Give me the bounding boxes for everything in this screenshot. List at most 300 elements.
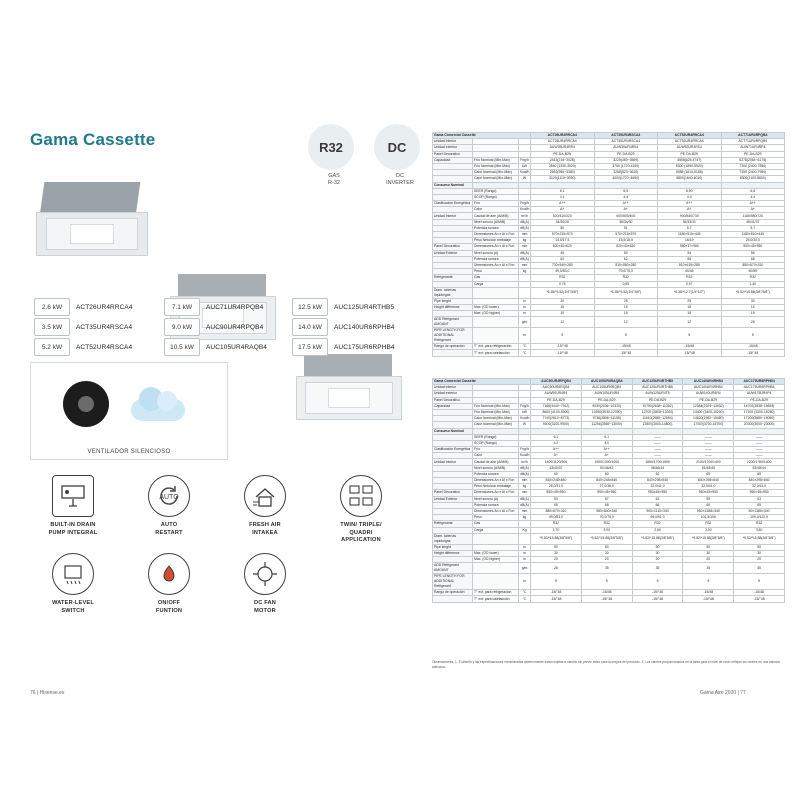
row-unit: kW [519, 409, 531, 415]
table-cell: 45/41/37 [721, 219, 785, 225]
table-cell: 25,0/30,0 [721, 238, 785, 244]
table-cell: AUW52UR4RS4 [658, 145, 722, 151]
row-label-secondary: T° ext. para calefacción [473, 350, 519, 356]
row-unit: m³/h [519, 213, 531, 219]
table-cell: -15/48 [683, 590, 734, 596]
table-cell: -15/°48 [658, 350, 722, 356]
table-cell: 950×45×950 [683, 490, 734, 496]
table-cell: 4,1 [531, 194, 595, 200]
feature-fresh-air [222, 475, 308, 537]
feature-label: DC FAN MOTOR [253, 600, 277, 614]
table-note: Observaciones: 1. El diseño y las especificaciones mencionadas anteriormente están sujetas a cambio sin previo aviso para la mejora del producto. 2. Los valores proporcionados en la tabla para el nivel de ruido reflejan los niveles en una cámara anecoica. [432, 660, 780, 669]
row-label-secondary: Potencia sonora [473, 256, 519, 262]
table-cell: -15/48 [734, 590, 785, 596]
dc-fan-motor-icon [244, 553, 286, 595]
table-cell: 51 [594, 225, 658, 231]
spec-table [432, 132, 785, 357]
table-cell: 48 [531, 250, 595, 256]
table-cell: PE-DA-B29 [632, 397, 683, 403]
table-cell: 950×45×950 [721, 244, 785, 250]
row-unit [519, 533, 531, 544]
table-cell: 34/30/26 [531, 219, 595, 225]
row-label-secondary: Potencia sonora [473, 225, 519, 231]
row-label-secondary: Calor Nominal (Mín-Máx) [473, 416, 519, 422]
row-label-secondary: Dimensiones An x Al x Fon [473, 478, 519, 484]
table-cell: 48/46/44 [632, 465, 683, 471]
table-cell: 9030(2036~10320) [581, 403, 632, 409]
table-cell: 840×248×840 [531, 478, 582, 484]
capacity-badge: 14.0 kW [292, 318, 328, 336]
table-cell: 16/19 [658, 238, 722, 244]
row-label-secondary [473, 533, 519, 544]
table-cell: 50 [531, 225, 595, 231]
table-cell: —— [632, 440, 683, 446]
row-label-primary: Clasificación Energética [433, 447, 473, 453]
table-cell: 17100 (3300-18250) [734, 409, 785, 415]
row-label-secondary [473, 328, 519, 344]
table-cell: 14,5/17,5 [531, 238, 595, 244]
row-label-primary: Capacidad [433, 157, 473, 163]
column-header: AUC105UR4RAQB4 [581, 379, 632, 385]
list-item [292, 298, 394, 316]
table-cell: AUC125UR4RTHB5 [632, 385, 683, 391]
table-cell: ACT26UR4RRCA4 [531, 139, 595, 145]
list-item [292, 338, 395, 356]
row-label-primary: Panel Decorativo [433, 151, 473, 157]
table-cell: 1180×510×445 [721, 232, 785, 238]
row-unit: m [519, 574, 531, 590]
table-cell: 5,7 [721, 225, 785, 231]
feature-label: BUILT-IN DRAIN PUMP INTEGRAL [48, 522, 98, 536]
table-cell: 30 [632, 550, 683, 556]
table-cell: —— [683, 453, 734, 459]
column-header: AUC125UR4RTHB5 [632, 379, 683, 385]
table-cell: 70,0/75,0 [594, 269, 658, 275]
table-cell: 4,2 [531, 440, 582, 446]
table-cell: 20 [531, 557, 582, 563]
spec-table [432, 378, 785, 603]
row-unit: mm [519, 478, 531, 484]
cassette-image-1 [36, 182, 146, 268]
feature-water-level-switch [30, 553, 116, 615]
row-label-primary: Refrigerante [433, 521, 473, 527]
row-label-primary: PIPE LENGTH FOR ADDITIONAL Refrigerant [433, 328, 473, 344]
table-cell: 27,0/36,0 [581, 484, 632, 490]
row-unit: W [519, 176, 531, 182]
table-cell: 56 [721, 250, 785, 256]
table-cell: 20 [734, 557, 785, 563]
table-cell: —— [632, 434, 683, 440]
table-cell: R32 [632, 521, 683, 527]
table-cell: 62 [632, 471, 683, 477]
row-label-secondary: SCOP (Rango) [473, 194, 519, 200]
table-cell: 6,90 [658, 188, 722, 194]
row-unit: kg [519, 515, 531, 521]
svg-text:AUTO: AUTO [159, 494, 179, 501]
row-unit: m [519, 544, 531, 550]
row-label-primary: Panel Decorativo [433, 397, 473, 403]
table-cell: 50 [632, 544, 683, 550]
row-unit: dB(A) [520, 471, 529, 476]
table-cell: 2100/1700/1400 [683, 459, 734, 465]
table-cell: 12 [658, 317, 722, 328]
row-label-secondary: Max. (OD lower) [473, 304, 519, 310]
row-label-primary: Unidad interior [433, 139, 473, 145]
table-cell: 1900/1300/1000 [581, 459, 632, 465]
table-row [433, 533, 785, 544]
table-cell: PE-DA-B2N [531, 151, 595, 157]
table-cell: 10930(3030-12390) [581, 409, 632, 415]
row-unit: Frig/h [520, 447, 529, 452]
table-cell: 950×45×950 [531, 490, 582, 496]
table-cell: 49,0/53,0 [531, 269, 595, 275]
table-cell: 30 [531, 550, 582, 556]
table-cell: A+ [531, 453, 582, 459]
row-unit: Kcal/h [520, 453, 530, 458]
capacity-badge: 10.5 kW [164, 338, 200, 356]
drain-pump-icon [52, 475, 94, 517]
table-cell: 3120(1110~3930) [531, 176, 595, 182]
row-unit [519, 287, 531, 298]
row-unit: dB(A) [520, 225, 529, 230]
table-cell: A+ [581, 453, 632, 459]
table-cell: 5 [721, 328, 785, 344]
table-cell: —— [734, 440, 785, 446]
table-cell: R32 [658, 275, 722, 281]
table-cell: 840×298×840 [632, 478, 683, 484]
table-row [433, 596, 785, 602]
table-cell: R32 [581, 521, 632, 527]
feature-dc-fan-motor [222, 553, 308, 615]
table-row [433, 574, 785, 590]
table-cell: 10 [531, 311, 595, 317]
row-label-secondary: Carga [473, 281, 519, 287]
table-cell: 35 [683, 563, 734, 574]
table-cell: -15/°48 [531, 596, 582, 602]
row-unit: Frig/h [520, 403, 529, 408]
column-header: ACT35UR4RSCA4 [594, 133, 658, 139]
table-cell: AUW125UR4T5 [632, 391, 683, 397]
row-unit: Kcal/h [520, 170, 530, 175]
table-cell: R32 [721, 275, 785, 281]
table-cell: 50 [734, 544, 785, 550]
capacity-badge: 2.6 kW [34, 298, 70, 316]
table-cell: -15/°48 [531, 344, 595, 350]
table-cell: AUW35UR4RR4 [531, 145, 595, 151]
row-label-primary: Panel Decorativo [433, 490, 473, 496]
table-cell: *6.35/*12.7(1/4"1/2") [658, 287, 722, 298]
row-label-primary: Rango de operación [433, 590, 473, 596]
table-row [433, 328, 785, 344]
table-cell: 50 [531, 544, 582, 550]
row-label-primary: Unidad Exterior [433, 250, 473, 256]
table-cell: 69 [734, 502, 785, 508]
row-label-secondary: Frío Nominal (Mín-Máx) [473, 409, 519, 415]
row-label-secondary: Frío Nominal (Mín-Máx) [473, 163, 519, 169]
table-cell: PE-DA-B29 [581, 397, 632, 403]
row-unit: Kg [519, 527, 531, 533]
model-code: AUC140UR6RPHB4 [334, 323, 395, 331]
table-row [433, 350, 785, 356]
row-label-secondary: T° ext. para refrigeración [473, 344, 519, 350]
table-cell: 6,6 [721, 188, 785, 194]
row-label-primary: Height difference [433, 550, 473, 556]
table-cell: 570×215×570 [531, 232, 595, 238]
table-cell: AUW175UR4P4 [734, 391, 785, 397]
row-label-primary: Diam. tuberías líquido/gas [433, 533, 473, 544]
table-cell: 35 [734, 563, 785, 574]
table-cell: 49,0/53,0 [531, 515, 582, 521]
table-cell: 20 [581, 557, 632, 563]
row-label-primary: Unidad exterior [433, 391, 473, 397]
row-label-primary: Unidad interior [433, 385, 473, 391]
table-cell: -15/°48 [581, 596, 632, 602]
row-unit: Kcal/h [520, 207, 530, 212]
table-cell: ACT35UR4RSCA4 [594, 139, 658, 145]
table-cell: PE-DA-B29 [594, 151, 658, 157]
table-cell: 14400 (3400-16200) [683, 409, 734, 415]
model-code: ACT26UR4RRCA4 [76, 303, 133, 311]
table-cell: 840×248×840 [581, 478, 632, 484]
row-unit: °C [519, 590, 531, 596]
table-cell: 7740(2610~8773) [531, 416, 582, 422]
row-label-secondary: Caudal de aire (A/M/B) [473, 213, 519, 219]
table-cell: 32,0/41,0 [683, 484, 734, 490]
model-code: AUC105UR4RAQB4 [206, 343, 268, 351]
table-cell: 3225(480~3569) [594, 157, 658, 163]
feature-drain-pump [30, 475, 116, 537]
table-cell: 3,40 [734, 527, 785, 533]
table-cell: 4558(625-4747) [658, 157, 722, 163]
table-cell: 7390 (2400-7950) [721, 170, 785, 176]
table-cell: 35 [581, 563, 632, 574]
row-unit: m [519, 550, 531, 556]
row-label-secondary: Dimensiones An x Al x Fon [473, 244, 519, 250]
table-cell: 1,40 [721, 281, 785, 287]
table-cell: AUW140UR4R4 [683, 391, 734, 397]
row-label-secondary: Max. (OD lower) [473, 550, 519, 556]
table-cell: 4988 (1610-5168) [658, 170, 722, 176]
table-cell: 10750(2638~11352) [632, 403, 683, 409]
silent-fan-label: VENTILADOR SILENCIOSO [87, 449, 171, 455]
model-code: AUC71UR4RPQB4 [206, 303, 264, 311]
row-label-secondary: Gas [473, 521, 519, 527]
table-cell: 620×40×620 [531, 244, 595, 250]
table-cell: 5 [594, 328, 658, 344]
table-cell: 950×45×950 [734, 490, 785, 496]
table-cell: —— [734, 447, 785, 453]
row-unit: dB(A) [520, 465, 529, 470]
row-label-primary: Rango de operación [433, 344, 473, 350]
row-label-secondary: Nivel sonoro (A) [473, 250, 519, 256]
table-cell: *9.52/*15.88(3/8"5/8") [632, 533, 683, 544]
table-cell: 17000(3700-18700) [683, 422, 734, 428]
table-cell: R32 [683, 521, 734, 527]
table-cell: —— [632, 447, 683, 453]
capacity-badge: 5.2 kW [34, 338, 70, 356]
row-label-secondary: Peso Neto/con embalaje [473, 484, 519, 490]
footer-right: Gama Aire 2020 | 77 [700, 690, 746, 696]
row-label-secondary: Dimensiones An x Al x Fon [473, 508, 519, 514]
list-item [34, 318, 132, 336]
feature-on-off [126, 553, 212, 615]
table-cell: 15 [658, 304, 722, 310]
table-cell: 5800(1640-6010) [658, 176, 722, 182]
table-cell: ACT71UR4RPQB4 [721, 139, 785, 145]
table-cell: *9.52/*15.88(3/8"/5/8") [721, 287, 785, 298]
row-label-secondary [473, 574, 519, 590]
table-cell: AUC140UR4RHB4 [683, 385, 734, 391]
table-cell: AUW90UR4R4 [531, 391, 582, 397]
table-cell: 28 [721, 317, 785, 328]
row-label-secondary: Calor [473, 453, 519, 459]
table-cell: 880×670×310 [531, 508, 582, 514]
capacity-badge: 17.5 kW [292, 338, 328, 356]
row-label-primary: Unidad exterior [433, 145, 473, 151]
row-unit: mm [519, 244, 531, 250]
table-cell: 900×1110×340 [632, 508, 683, 514]
table-cell: 4,4 [658, 194, 722, 200]
column-header: ACT26UR4RRCA4 [531, 133, 595, 139]
row-label-secondary: Dimensiones An x Al x Fon [473, 262, 519, 268]
table-cell: AUW105UR4R4 [581, 391, 632, 397]
row-unit: m [519, 298, 531, 304]
table-cell: 51/48/45 [683, 465, 734, 471]
silent-fan-panel [30, 362, 228, 460]
row-unit: Frig/h [520, 201, 529, 206]
table-cell: 9000(3100-9900) [531, 422, 582, 428]
feature-auto-restart [126, 475, 212, 537]
feature-multi-application [318, 475, 404, 545]
table-cell: 65 [734, 471, 785, 477]
model-code: ACT52UR4RSCA4 [76, 343, 133, 351]
table-title: Gama Comercial Cassette [433, 379, 531, 385]
table-cell: 900/840/730 [658, 213, 722, 219]
table-cell: 62 [632, 496, 683, 502]
fan-motor-icon [63, 381, 109, 427]
row-label-secondary: SEER (Rango) [473, 188, 519, 194]
row-unit: Kcal/h [520, 416, 530, 421]
row-label-secondary: Calor [473, 207, 519, 213]
table-cell: 57 [581, 496, 632, 502]
table-cell: ACT52UR4RRCA4 [658, 139, 722, 145]
column-header: ACT52UR4RRCA4 [658, 133, 722, 139]
table-cell: 2,00 [581, 527, 632, 533]
table-cell: 5,7 [658, 225, 722, 231]
column-header: AUC175UR6RPHB4 [734, 379, 785, 385]
table-cell: 25 [658, 298, 722, 304]
row-unit: kW [519, 163, 531, 169]
table-cell: 68 [721, 256, 785, 262]
table-cell: AUC175UR6RPHB4 [734, 385, 785, 391]
table-cell: 4,4 [721, 194, 785, 200]
table-cell: 11256(3555~13000) [581, 422, 632, 428]
row-label-secondary: Max. (OD higher) [473, 557, 519, 563]
row-label-primary: Height difference [433, 304, 473, 310]
table-cell: A++ [658, 201, 722, 207]
row-unit: kg [519, 269, 531, 275]
table-cell: 2692(955~3380) [531, 170, 595, 176]
row-label-secondary: Frío Nominal (Mín-Máx) [473, 403, 519, 409]
row-label-primary: PIPE LENGTH FOR ADDITIONAL Refrigerant [433, 574, 473, 590]
table-cell: A+ [721, 207, 785, 213]
table-cell: A+ [531, 207, 595, 213]
model-code: ACT35UR4RSCA4 [76, 323, 133, 331]
cassette-image-3 [296, 354, 400, 434]
row-label-secondary: Peso [473, 515, 519, 521]
table-cell: 810×580×280 [594, 262, 658, 268]
row-label-secondary: Dimensiones An x Al x Fon [473, 232, 519, 238]
gas-r32-label: R32 [319, 139, 343, 155]
row-label-primary [433, 596, 473, 602]
dc-label: DC [387, 139, 407, 155]
row-label-primary: ADD Refrigerant AMOUNT [433, 317, 473, 328]
table-cell: 68 [581, 502, 632, 508]
table-cell: PE-DA-B29 [734, 397, 785, 403]
table-cell: 17200(3580~19060) [734, 416, 785, 422]
row-label-secondary: Peso Neto/con embalaje [473, 238, 519, 244]
table-cell: *9.52/*15.88(3/8"5/8") [683, 533, 734, 544]
row-label-secondary: SEER (Rango) [473, 434, 519, 440]
row-label-primary: Unidad Exterior [433, 496, 473, 502]
table-cell: 12 [594, 317, 658, 328]
table-cell: -15/48 [721, 344, 785, 350]
model-code: AUC125UR4RTHB5 [334, 303, 395, 311]
table-cell: 28 [531, 563, 582, 574]
table-cell: 2200/1780/1400 [734, 459, 785, 465]
table-cell: —— [683, 440, 734, 446]
model-code: AUC90UR4RPQB4 [206, 323, 264, 331]
table-cell: A++ [721, 201, 785, 207]
table-cell: 30 [581, 550, 632, 556]
row-unit: dB(A) [520, 219, 529, 224]
table-cell: R32 [531, 275, 595, 281]
row-label-secondary: Dimensiones An x Al x Fon [473, 490, 519, 496]
model-code: AUC175UR6RPHB4 [334, 343, 395, 351]
feature-label: AUTO RESTART [155, 522, 183, 536]
table-title: Gama Comercial Cassette [433, 133, 531, 139]
table-cell: —— [734, 453, 785, 459]
list-item [34, 298, 133, 316]
table-cell: -15/°48 [531, 590, 582, 596]
table-cell: -15/°48 [632, 590, 683, 596]
table-cell: 3268(523~3610) [594, 170, 658, 176]
row-label-secondary: Frío Nominal (Mín-Máx) [473, 157, 519, 163]
row-label-secondary: T° ext. para calefacción [473, 596, 519, 602]
table-cell: 7300 (2400-7850) [721, 163, 785, 169]
table-cell: R32 [594, 275, 658, 281]
row-unit: mm [519, 232, 531, 238]
table-cell: *9.52/*15.88(3/8"5/8") [734, 533, 785, 544]
table-cell: 810×615×280 [658, 262, 722, 268]
table-cell: 30 [721, 298, 785, 304]
table-cell: 20 [632, 557, 683, 563]
table-cell: -15/°48 [594, 350, 658, 356]
fresh-air-icon [244, 475, 286, 517]
table-cell: 2,60 [632, 527, 683, 533]
table-cell: *6.35/*9.52(1/4"/3/8") [531, 287, 595, 298]
dc-inverter-caption: DC INVERTER [386, 173, 414, 186]
table-row [433, 287, 785, 298]
table-cell: 53/48/44 [734, 465, 785, 471]
table-cell: 35/33/31 [658, 219, 722, 225]
table-cell: 6,1 [531, 188, 595, 194]
row-unit: °C [519, 350, 531, 356]
row-unit: m [519, 304, 531, 310]
feature-label: FRESH AIR INTAKEA [249, 522, 281, 536]
row-label-secondary [473, 563, 519, 574]
table-cell: 980×840×340 [581, 508, 632, 514]
